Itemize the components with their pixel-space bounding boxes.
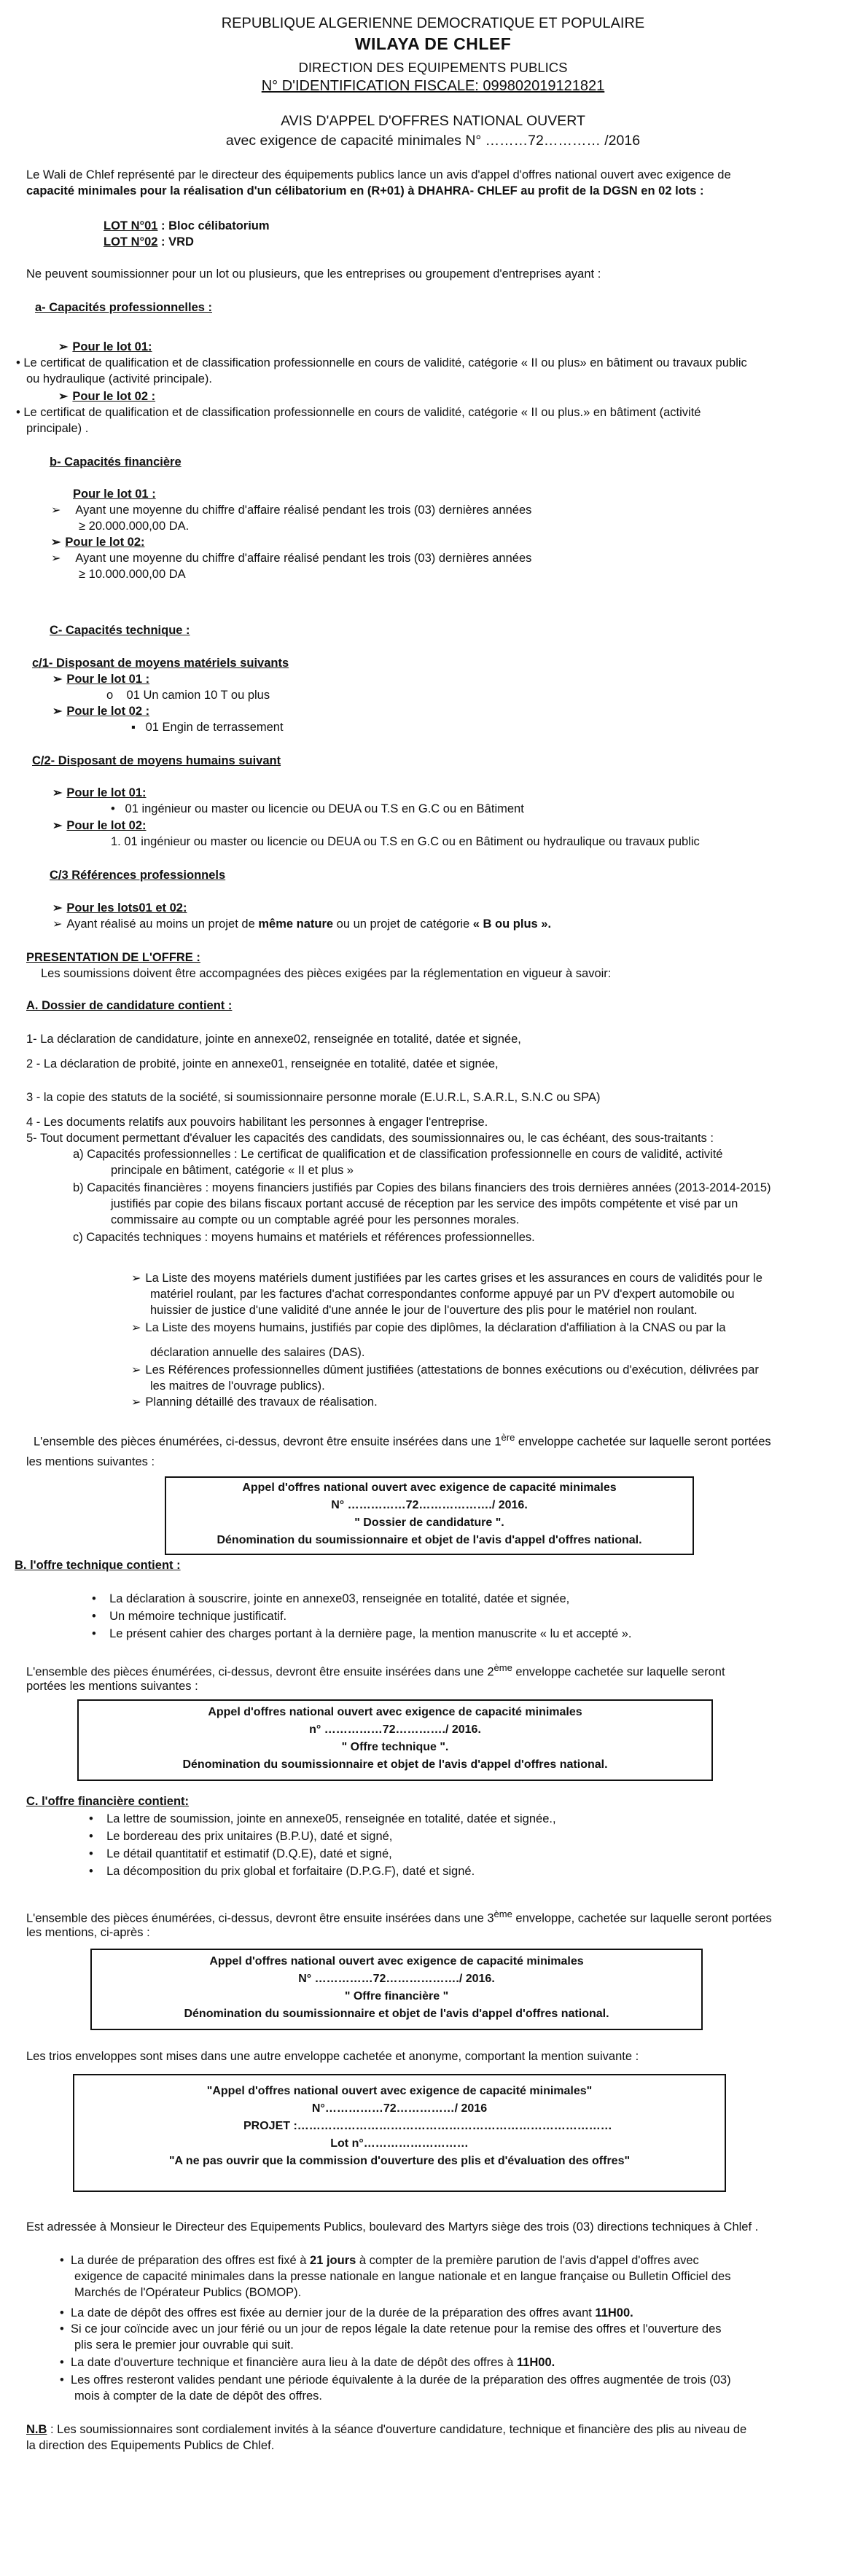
header-wilaya: WILAYA DE CHLEF [354, 34, 512, 53]
header-direction: DIRECTION DES EQUIPEMENTS PUBLICS [298, 60, 568, 75]
lot-1-text: : Bloc célibatorium [157, 219, 270, 232]
closing-item-3b: plis sera le premier jour ouvrable qui suit. [74, 2338, 294, 2352]
offre-financiere-title: C. l'offre financière contient: [26, 1795, 190, 1808]
offre-financiere-item-4: • La décomposition du prix global et forfaitaire (D.P.G.F), daté et signé. [89, 1865, 475, 1878]
envelope-3-text: L'ensemble des pièces énumérées, ci-dessus, devront être ensuite insérées dans une 3ème enveloppe, cachetée sur laquelle seront portées [26, 1908, 772, 1925]
bullet-icon: • [89, 1812, 107, 1825]
nb-line: N.B : Les soumissionnaires sont cordialement invités à la séance d'ouverture candidature, technique et financière des plis au niveau de [26, 2423, 747, 2436]
section-c1-lot1-label: ➢ Pour le lot 01 : [52, 673, 150, 686]
box-2-line-4: Dénomination du soumissionnaire et objet de l'avis d'appel d'offres national. [182, 1758, 608, 1771]
intro-eligibility: Ne peuvent soumissionner pour un lot ou plusieurs, que les entreprises ou groupement d'entreprises ayant : [26, 267, 601, 281]
arrow-icon: ➢ [52, 705, 63, 718]
box-3-line-4: Dénomination du soumissionnaire et objet de l'avis d'appel d'offres national. [184, 2008, 609, 2020]
box-4-line-2: N°……………72……………/ 2016 [311, 2102, 488, 2115]
offre-financiere-item-3: • Le détail quantitatif et estimatif (D.Q.E), daté et signé, [89, 1847, 392, 1860]
section-a-lot1-label: ➢ Pour le lot 01: [58, 340, 152, 353]
justif-list-2: ➢ La Liste des moyens humains, justifiés par copie des diplômes, la déclaration d'affiliation à la CNAS ou par la [131, 1321, 726, 1334]
section-c3-title: C/3 Références professionnels [50, 869, 226, 882]
dossier-item-1: 1- La déclaration de candidature, jointe en annexe02, renseignée en totalité, datée et signée, [26, 1033, 521, 1046]
box-3-line-1: Appel d'offres national ouvert avec exigence de capacité minimales [209, 1955, 584, 1968]
lot-2-label: LOT N°02 [104, 235, 158, 248]
box-4-line-5: "A ne pas ouvrir que la commission d'ouverture des plis et d'évaluation des offres" [168, 2155, 631, 2167]
arrow-icon: ➢ [51, 504, 61, 517]
section-b-title: b- Capacités financière [50, 455, 182, 469]
box-3-line-3: " Offre financière " [344, 1990, 449, 2003]
header-republic: REPUBLIQUE ALGERIENNE DEMOCRATIQUE ET POPULAIRE [221, 15, 645, 31]
section-b-lot1-label: Pour le lot 01 : [73, 488, 156, 501]
bullet-icon: • [92, 1610, 110, 1623]
arrow-icon: ➢ [131, 1272, 141, 1285]
justif-list-1c: huissier de justice d'une validité d'une année le jour de l'ouverture des plis pour le matériel non roulant. [150, 1304, 698, 1317]
square-bullet-icon: ▪ [131, 721, 146, 734]
arrow-icon: ➢ [131, 1364, 141, 1377]
lot-1-label: LOT N°01 [104, 219, 158, 232]
section-c2-lot1-item: • 01 ingénieur ou master ou licencie ou DEUA ou T.S en G.C ou en Bâtiment [111, 802, 524, 815]
closing-item-2: • La date de dépôt des offres est fixée au dernier jour de la durée de la préparation des offres avant 11H00. [60, 2306, 633, 2319]
dossier-item-3: 3 - la copie des statuts de la société, si soumissionnaire personne morale (E.U.R.L, S.A.R.L, S.N.C ou SPA) [26, 1091, 601, 1104]
justif-list-1b: matériel roulant, par les factures d'achat correspondantes conforme appuyé par un PV d'expert automobile ou [150, 1288, 735, 1301]
outer-envelope-text: Les trios enveloppes sont mises dans une autre enveloppe cachetée et anonyme, comportant la mention suivante : [26, 2050, 639, 2063]
lot-2-text: : VRD [157, 235, 194, 248]
offre-technique-item-1: • La déclaration à souscrire, jointe en annexe03, renseignée en totalité, datée et signée, [92, 1592, 570, 1605]
section-a-lot2-line-2: principale) . [26, 422, 89, 435]
closing-item-1b: exigence de capacité minimales dans la presse nationale en langue nationale et en langue française ou Bulletin Officiel des [74, 2270, 731, 2283]
arrow-icon: ➢ [131, 1322, 141, 1334]
arrow-icon: ➢ [52, 918, 63, 931]
box-2-line-3: " Offre technique ". [341, 1741, 449, 1753]
section-c1-lot2-item: ▪ 01 Engin de terrassement [131, 721, 284, 734]
bullet-icon: • [111, 802, 125, 815]
envelope-3-box [90, 1949, 703, 2030]
dossier-title: A. Dossier de candidature contient : [26, 999, 233, 1012]
section-c1-lot2-label: ➢ Pour le lot 02 : [52, 705, 150, 718]
section-c-title: C- Capacités technique : [50, 624, 190, 637]
bullet-icon: • [60, 2356, 71, 2369]
envelope-1-text-2: les mentions suivantes : [26, 1455, 155, 1468]
box-4-line-3: PROJET :……………………………………………………………………… [243, 2120, 612, 2132]
section-b-lot1-line-1: ➢ Ayant une moyenne du chiffre d'affaire réalisé pendant les trois (03) dernières années [51, 504, 532, 517]
box-1-line-4: Dénomination du soumissionnaire et objet de l'avis d'appel d'offres national. [216, 1534, 642, 1546]
justif-list-3b: les maitres de l'ouvrage publics). [150, 1379, 325, 1393]
bullet-icon: • [60, 2373, 71, 2387]
box-4-line-4: Lot n°……………………… [330, 2137, 469, 2150]
box-1-line-3: " Dossier de candidature ". [354, 1516, 504, 1529]
dossier-item-4: 4 - Les documents relatifs aux pouvoirs habilitant les personnes à engager l'entreprise. [26, 1116, 488, 1129]
bullet-icon: • [60, 2254, 71, 2267]
offre-financiere-item-2: • Le bordereau des prix unitaires (B.P.U), daté et signé, [89, 1830, 393, 1843]
bullet-icon: • [60, 2306, 71, 2319]
envelope-2-text-2: portées les mentions suivantes : [26, 1680, 198, 1693]
capacity-b-line-1: b) Capacités financières : moyens financiers justifiés par Copies des bilans financiers des trois dernières années (2013-2014-2015) [73, 1181, 771, 1194]
offre-technique-item-2: • Un mémoire technique justificatif. [92, 1610, 287, 1623]
offre-technique-title: B. l'offre technique contient : [15, 1559, 181, 1572]
box-3-line-2: N° ……………72………………./ 2016. [298, 1973, 495, 1985]
justif-list-2b: déclaration annuelle des salaires (DAS). [150, 1346, 365, 1359]
bullet-icon: • [16, 406, 24, 419]
box-2-line-1: Appel d'offres national ouvert avec exigence de capacité minimales [208, 1706, 582, 1718]
section-a-lot2-label: ➢ Pour le lot 02 : [58, 390, 156, 403]
arrow-icon: ➢ [58, 341, 69, 353]
section-c2-lot2-label: ➢ Pour le lot 02: [52, 819, 147, 832]
bullet-icon: • [92, 1627, 110, 1640]
envelope-2-text: L'ensemble des pièces énumérées, ci-dessus, devront être ensuite insérées dans une 2ème enveloppe cachetée sur laquelle seront [26, 1662, 725, 1679]
arrow-icon: ➢ [58, 391, 69, 403]
box-2-line-2: n° ……………72…………./ 2016. [309, 1723, 481, 1736]
avis-title: AVIS D'APPEL D'OFFRES NATIONAL OUVERT [281, 113, 585, 129]
intro-line-1: Le Wali de Chlef représenté par le directeur des équipements publics lance un avis d'appel d'offres national ouvert avec exigence de [26, 168, 731, 181]
presentation-title: PRESENTATION DE L'OFFRE : [26, 951, 200, 964]
capacity-c-line-1: c) Capacités techniques : moyens humains et matériels et références professionnelles. [73, 1231, 535, 1244]
closing-item-3: • Si ce jour coïncide avec un jour férié ou un jour de repos légale la date retenue pour la remise des offres et l'ouverture des [60, 2322, 722, 2336]
arrow-icon: ➢ [52, 820, 63, 832]
arrow-icon: ➢ [131, 1396, 141, 1409]
justif-list-1: ➢ La Liste des moyens matériels dument justifiées par les cartes grises et les assurances en cours de validités pour le [131, 1272, 762, 1285]
lot-2-line [104, 235, 194, 250]
dossier-item-5: 5- Tout document permettant d'évaluer les capacités des candidats, des soumissionnaires ou, le cas échéant, des sous-traitants : [26, 1132, 714, 1145]
envelope-1-text: L'ensemble des pièces énumérées, ci-dessus, devront être ensuite insérées dans une 1ère enveloppe cachetée sur laquelle seront portées [34, 1432, 771, 1449]
section-b-lot2-line-1: ➢ Ayant une moyenne du chiffre d'affaire réalisé pendant les trois (03) dernières années [51, 552, 532, 565]
closing-item-5: • Les offres resteront valides pendant une période équivalente à la durée de la préparation des offres augmentée de trois (03) [60, 2373, 731, 2387]
closing-item-1c: Marchés de l'Opérateur Publics (BOMOP). [74, 2286, 302, 2299]
presentation-intro: Les soumissions doivent être accompagnées des pièces exigées par la réglementation en vigueur à savoir: [41, 967, 612, 980]
dossier-item-2: 2 - La déclaration de probité, jointe en annexe01, renseignée en totalité, datée et signée, [26, 1057, 499, 1070]
envelope-2-box [77, 1699, 713, 1781]
section-b-lot2-label: ➢ Pour le lot 02: [51, 536, 145, 549]
closing-item-4: • La date d'ouverture technique et financière aura lieu à la date de dépôt des offres à 11H00. [60, 2356, 555, 2369]
arrow-icon: ➢ [51, 536, 61, 549]
closing-item-5b: mois à compter de la date de dépôt des offres. [74, 2389, 322, 2403]
nb-line-2: la direction des Equipements Publics de Chlef. [26, 2439, 275, 2452]
arrow-icon: ➢ [51, 552, 61, 565]
section-a-lot2-line-1: • Le certificat de qualification et de classification professionnelle en cours de validité, catégorie « II ou plus.» en bâtiment (activité [16, 406, 701, 419]
section-a-title: a- Capacités professionnelles : [35, 301, 212, 314]
capacity-a-line-2: principale en bâtiment, catégorie « II et plus » [111, 1164, 354, 1177]
bullet-icon: • [89, 1865, 107, 1878]
lot-1-line [104, 219, 270, 234]
arrow-icon: ➢ [52, 902, 63, 915]
section-c2-lot1-label: ➢ Pour le lot 01: [52, 786, 147, 799]
section-a-lot1-line-2: ou hydraulique (activité principale). [26, 372, 212, 385]
section-c3-lots-label: ➢ Pour les lots01 et 02: [52, 901, 187, 915]
bullet-icon: • [60, 2322, 71, 2336]
section-a-lot1-line-1: • Le certificat de qualification et de classification professionnelle en cours de validité, catégorie « II ou plus» en bâtiment ou travaux public [16, 356, 747, 369]
arrow-icon: ➢ [52, 673, 63, 686]
justif-list-3: ➢ Les Références professionnelles dûment justifiées (attestations de bonnes exécutions ou d'exécution, délivrées par [131, 1363, 759, 1377]
offre-technique-item-3: • Le présent cahier des charges portant à la dernière page, la mention manuscrite « lu et accepté ». [92, 1627, 632, 1640]
bullet-icon: • [16, 356, 24, 369]
outer-envelope-box [73, 2074, 726, 2192]
box-1-line-1: Appel d'offres national ouvert avec exigence de capacité minimales [242, 1481, 617, 1494]
section-c3-item: ➢ Ayant réalisé au moins un projet de même nature ou un projet de catégorie « B ou plus ». [52, 917, 552, 931]
box-1-line-2: N° ……………72………………./ 2016. [331, 1499, 528, 1511]
header-nif: N° D'IDENTIFICATION FISCALE: 099802019121821 [261, 78, 605, 94]
envelope-3-text-2: les mentions, ci-après : [26, 1926, 150, 1939]
circle-bullet-icon: o [106, 689, 127, 702]
box-4-line-1: "Appel d'offres national ouvert avec exigence de capacité minimales" [206, 2085, 593, 2097]
capacity-a-line-1: a) Capacités professionnelles : Le certificat de qualification et de classification professionnelle en cours de validité, activité [73, 1148, 723, 1161]
section-b-lot2-line-2: ≥ 10.000.000,00 DA [79, 568, 186, 581]
justif-list-4: ➢ Planning détaillé des travaux de réalisation. [131, 1395, 378, 1409]
section-c1-title: c/1- Disposant de moyens matériels suivants [32, 657, 289, 670]
section-c1-lot1-item: o 01 Un camion 10 T ou plus [106, 689, 270, 702]
closing-item-1: • La durée de préparation des offres est fixé à 21 jours à compter de la première parution de l'avis d'appel d'offres avec [60, 2254, 699, 2267]
avis-subtitle: avec exigence de capacité minimales N° ………72………… /2016 [225, 133, 641, 149]
section-c2-title: C/2- Disposant de moyens humains suivant [32, 754, 281, 767]
bullet-icon: • [92, 1592, 110, 1605]
bullet-icon: • [89, 1830, 107, 1843]
nb-label: N.B [26, 2423, 47, 2436]
envelope-1-box [165, 1476, 694, 1555]
arrow-icon: ➢ [52, 787, 63, 799]
bullet-icon: • [89, 1847, 107, 1860]
section-b-lot1-line-2: ≥ 20.000.000,00 DA. [79, 520, 190, 533]
intro-line-2: capacité minimales pour la réalisation d'un célibatorium en (R+01) à DHAHRA- CHLEF au profit de la DGSN en 02 lots : [26, 184, 704, 197]
address-line: Est adressée à Monsieur le Directeur des Equipements Publics, boulevard des Martyrs siège des trois (03) directions techniques à Chlef . [26, 2220, 759, 2234]
offre-financiere-item-1: • La lettre de soumission, jointe en annexe05, renseignée en totalité, datée et signée., [89, 1812, 556, 1825]
section-c2-lot2-item: 1. 01 ingénieur ou master ou licencie ou DEUA ou T.S en G.C ou en Bâtiment ou hydraulique ou travaux public [111, 835, 700, 848]
capacity-b-line-3: commissaire au compte ou un comptable agréé pour les personnes morales. [111, 1213, 520, 1226]
capacity-b-line-2: justifiés par copie des bilans fiscaux portant accusé de réception par les service des impôts compétente et visé par un [111, 1197, 738, 1210]
